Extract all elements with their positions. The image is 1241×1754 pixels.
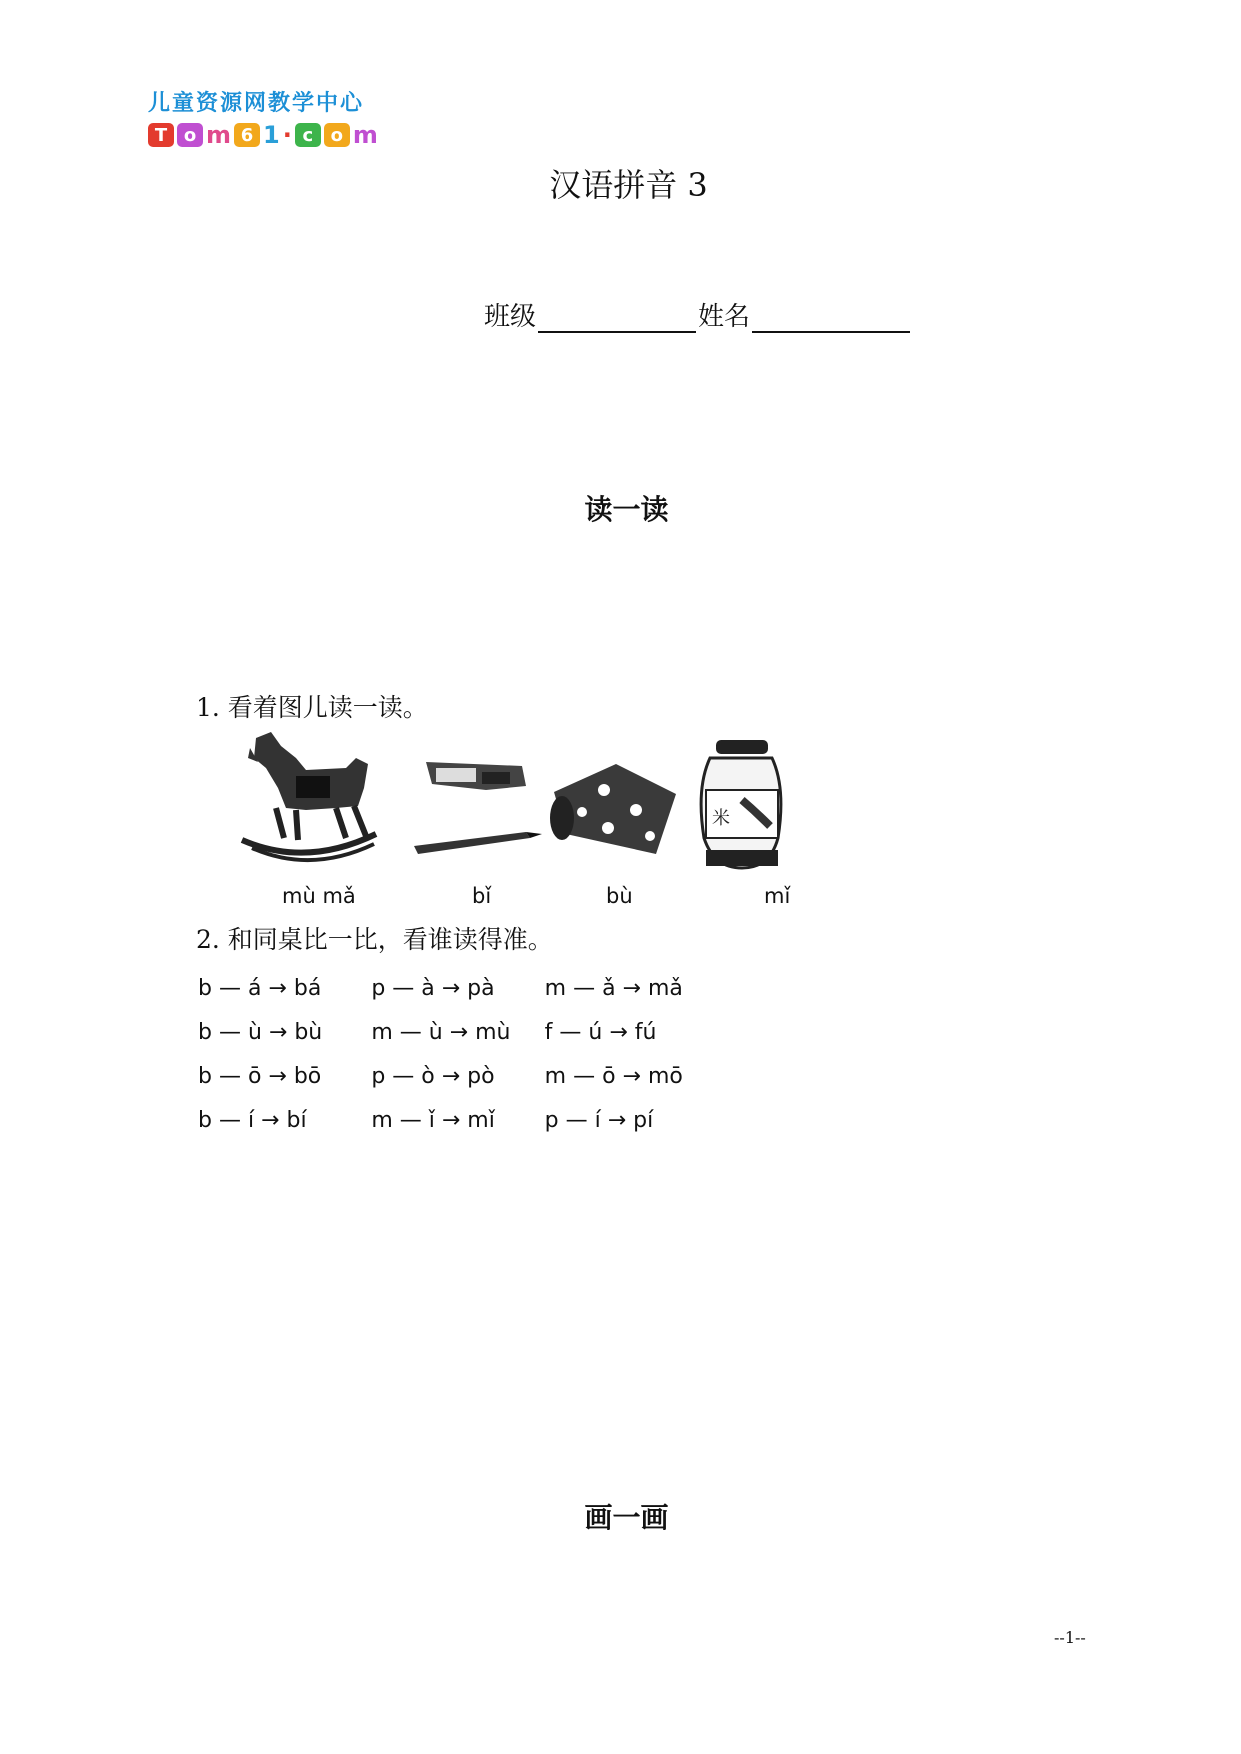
pinyin-label: mù mǎ: [282, 884, 356, 908]
logo-char: m: [352, 121, 378, 149]
page-number: --1--: [1054, 1628, 1086, 1647]
picture-row: [236, 728, 826, 878]
site-logo: [148, 86, 418, 152]
section-heading-draw: 画一画: [584, 1501, 669, 1534]
pinyin-label: bǐ: [472, 884, 492, 908]
logo-char: 6: [234, 123, 260, 147]
name-blank: [752, 305, 910, 333]
logo-char: ·: [282, 121, 292, 149]
syllable-row: [198, 1098, 718, 1142]
syllable-item: m — ǐ → mǐ: [371, 1107, 495, 1133]
syllable-item: m — ǎ → mǎ: [544, 975, 683, 1001]
logo-char: 1: [263, 121, 280, 149]
syllable-item: p — í → pí: [544, 1107, 654, 1133]
question-1: 1. 看着图儿读一读。: [196, 693, 428, 722]
syllable-grid: [198, 966, 718, 1142]
syllable-item: f — ú → fú: [544, 1019, 657, 1045]
rice-jar-icon: [701, 740, 781, 868]
pen-and-book-icon: [414, 762, 542, 854]
logo-char: o: [324, 123, 350, 147]
syllable-item: p — ò → pò: [371, 1063, 495, 1089]
page-title: 汉语拼音 3: [549, 166, 708, 204]
class-label: 班级: [484, 302, 537, 332]
syllable-item: m — ù → mù: [371, 1019, 511, 1045]
section-heading-read: 读一读: [584, 493, 669, 526]
logo-char: T: [148, 123, 174, 147]
syllable-item: b — ō → bō: [198, 1063, 322, 1089]
syllable-item: p — à → pà: [371, 975, 495, 1001]
question-2: 2. 和同桌比一比，看谁读得准。: [196, 925, 553, 954]
pinyin-label: bù: [606, 884, 633, 908]
syllable-row: [198, 1054, 718, 1098]
logo-char: o: [177, 123, 203, 147]
pinyin-label: mǐ: [764, 884, 791, 908]
rocking-horse-icon: [242, 732, 376, 860]
class-blank: [538, 305, 696, 333]
logo-char: c: [295, 123, 321, 147]
logo-char: m: [206, 121, 232, 149]
cloth-roll-icon: [550, 764, 676, 854]
syllable-row: [198, 1010, 718, 1054]
syllable-item: b — ù → bù: [198, 1019, 323, 1045]
student-info-line: [484, 296, 912, 333]
jar-label: 米: [712, 808, 730, 829]
syllable-item: m — ō → mō: [544, 1063, 683, 1089]
syllable-row: [198, 966, 718, 1010]
syllable-item: b — á → bá: [198, 975, 322, 1001]
name-label: 姓名: [698, 302, 751, 332]
logo-top-text: 儿童资源网教学中心: [148, 91, 365, 116]
logo-wordmark: [148, 123, 418, 147]
syllable-item: b — í → bí: [198, 1107, 307, 1133]
